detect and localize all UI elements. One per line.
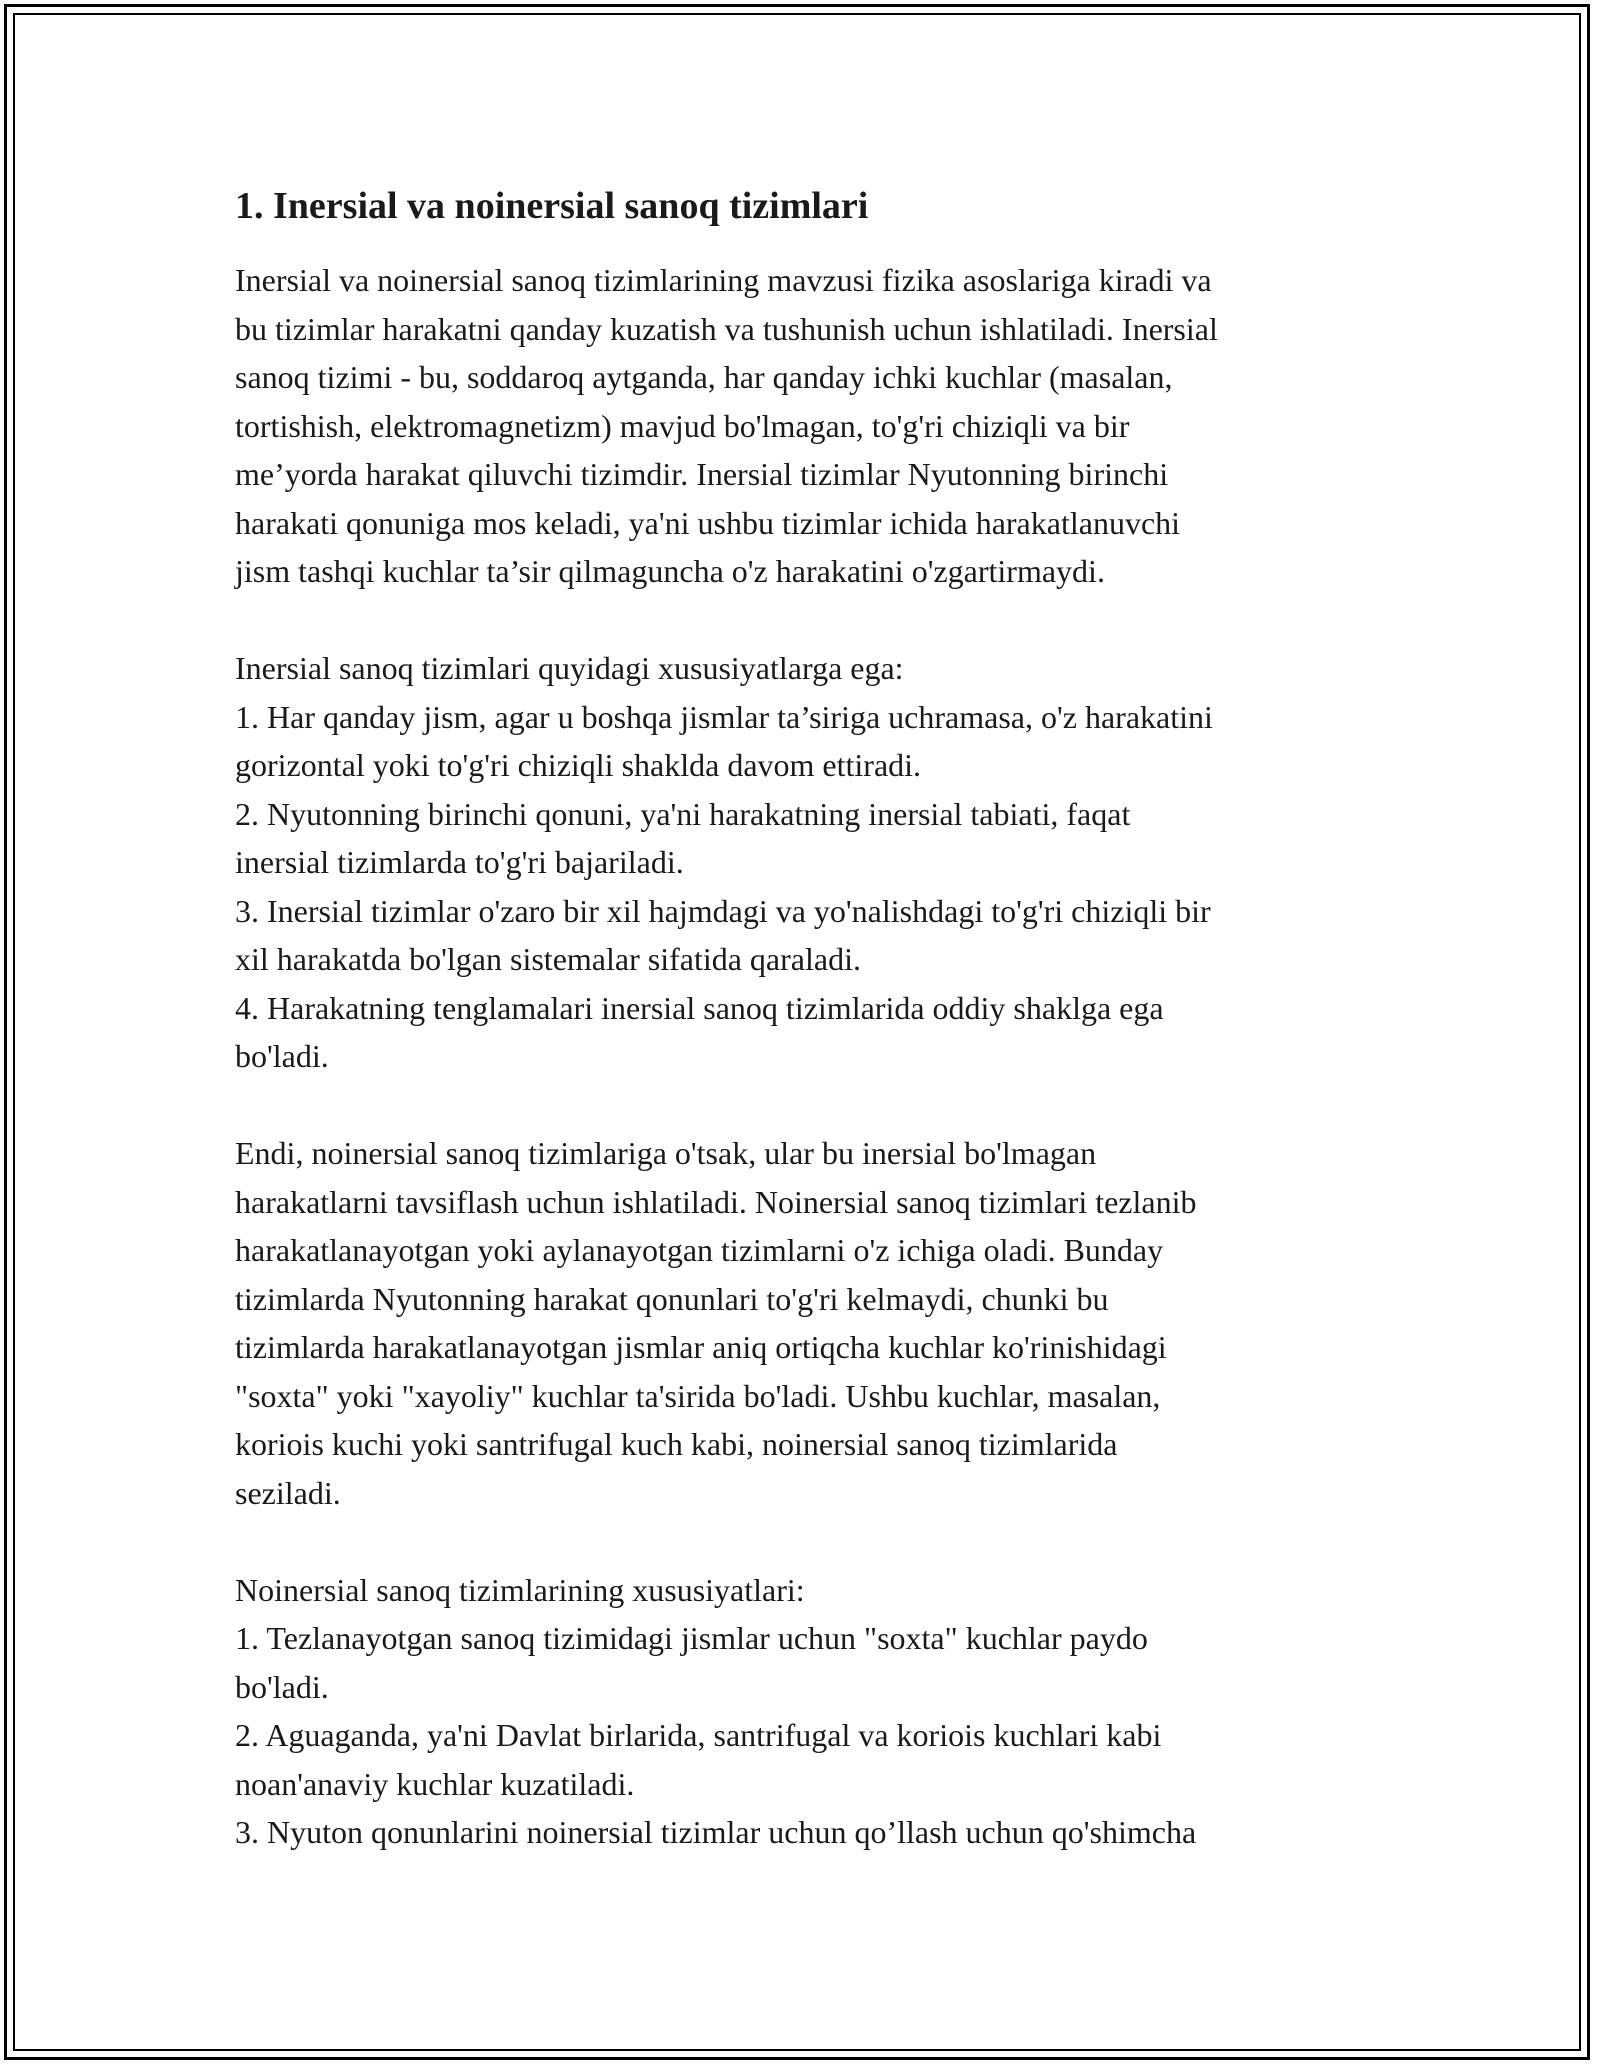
text-line: jism tashqi kuchlar ta’sir qilmaguncha o'z harakatini o'zgartirmaydi. — [235, 553, 1105, 589]
document-body — [235, 182, 1395, 1905]
paragraph-noninertial-intro — [235, 1129, 1395, 1517]
text-line: koriois kuchi yoki santrifugal kuch kabi, noinersial sanoq tizimlarida — [235, 1426, 1118, 1462]
text-line: Endi, noinersial sanoq tizimlariga o'tsak, ular bu inersial bo'lmagan — [235, 1135, 1097, 1171]
text-line: xil harakatda bo'lgan sistemalar sifatida qaraladi. — [235, 941, 861, 977]
text-line: harakati qonuniga mos keladi, ya'ni ushbu tizimlar ichida harakatlanuvchi — [235, 504, 1181, 541]
paragraph-noninertial-properties — [235, 1566, 1395, 1857]
text-line: harakatlarni tavsiflash uchun ishlatiladi. Noinersial sanoq tizimlari tezlanib — [235, 1183, 1197, 1220]
text-line: "soxta" yoki "xayoliy" kuchlar ta'sirida bo'ladi. Ushbu kuchlar, masalan, — [235, 1377, 1161, 1414]
text-line: bu tizimlar harakatni qanday kuzatish va tushunish uchun ishlatiladi. Inersial — [235, 310, 1218, 347]
text-line: 3. Nyuton qonunlarini noinersial tizimlar uchun qo’llash uchun qo'shimcha — [235, 1814, 1197, 1850]
text-line: Inersial va noinersial sanoq tizimlarining mavzusi fizika asoslariga kiradi va — [235, 262, 1212, 298]
text-line: Noinersial sanoq tizimlarining xususiyatlari: — [235, 1571, 805, 1608]
text-line: 3. Inersial tizimlar o'zaro bir xil hajmdagi va yo'nalishdagi to'g'ri chiziqli bir — [235, 892, 1211, 929]
text-line: tizimlarda Nyutonning harakat qonunlari to'g'ri kelmaydi, chunki bu — [235, 1280, 1109, 1317]
paragraph-intro — [235, 256, 1395, 596]
text-line: noan'anaviy kuchlar kuzatiladi. — [235, 1765, 635, 1802]
text-line: 4. Harakatning tenglamalari inersial sanoq tizimlarida oddiy shaklga ega — [235, 989, 1164, 1026]
text-line: me’yorda harakat qiluvchi tizimdir. Inersial tizimlar Nyutonning birinchi — [235, 456, 1169, 492]
text-line: 1. Har qanday jism, agar u boshqa jismlar ta’siriga uchramasa, o'z harakatini — [235, 698, 1213, 735]
text-line: sanoq tizimi - bu, soddaroq aytganda, har qanday ichki kuchlar (masalan, — [235, 359, 1173, 395]
section-heading: 1. Inersial va noinersial sanoq tizimlari — [235, 185, 869, 227]
text-line: seziladi. — [235, 1474, 341, 1511]
text-line: 2. Aguaganda, ya'ni Davlat birlarida, santrifugal va koriois kuchlari kabi — [235, 1717, 1162, 1753]
text-line: bo'ladi. — [235, 1038, 329, 1074]
text-line: inersial tizimlarda to'g'ri bajariladi. — [235, 844, 684, 880]
text-line: harakatlanayotgan yoki aylanayotgan tizimlarni o'z ichiga oladi. Bunday — [235, 1232, 1164, 1268]
text-line: Inersial sanoq tizimlari quyidagi xususiyatlarga ega: — [235, 650, 904, 686]
paragraph-inertial-properties — [235, 644, 1395, 1081]
text-line: tortishish, elektromagnetizm) mavjud bo'lmagan, to'g'ri chiziqli va bir — [235, 407, 1130, 444]
text-line: 1. Tezlanayotgan sanoq tizimidagi jismlar uchun "soxta" kuchlar paydo — [235, 1620, 1148, 1656]
text-line: 2. Nyutonning birinchi qonuni, ya'ni harakatning inersial tabiati, faqat — [235, 795, 1131, 832]
text-line: gorizontal yoki to'g'ri chiziqli shaklda davom ettiradi. — [235, 747, 922, 783]
text-line: tizimlarda harakatlanayotgan jismlar aniq ortiqcha kuchlar ko'rinishidagi — [235, 1329, 1167, 1365]
text-line: bo'ladi. — [235, 1668, 329, 1705]
